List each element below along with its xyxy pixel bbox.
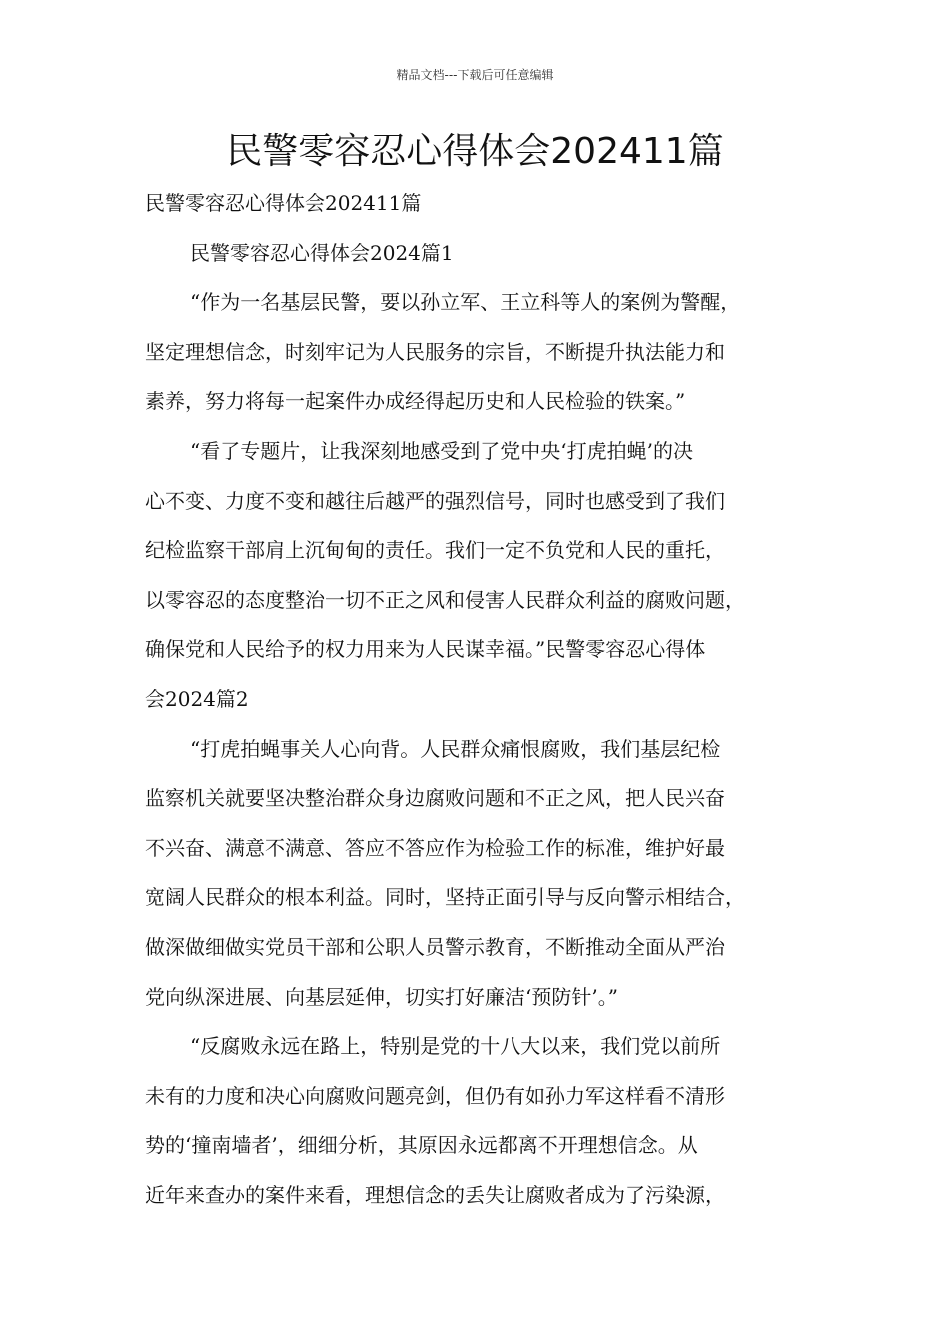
text-line: “作为一名基层民警，要以孙立军、王立科等人的案例为警醒， <box>190 290 741 315</box>
text-line: 做深做细做实党员干部和公职人员警示教育，不断推动全面从严治 <box>145 934 725 959</box>
text-line: 会2024篇2 <box>145 686 249 711</box>
text-line: 素养，努力将每一起案件办成经得起历史和人民检验的铁案。” <box>145 389 686 414</box>
text-line: 以零容忍的态度整治一切不正之风和侵害人民群众利益的腐败问题， <box>145 587 745 612</box>
text-line: 坚定理想信念，时刻牢记为人民服务的宗旨，不断提升执法能力和 <box>145 339 725 364</box>
text-line: 监察机关就要坚决整治群众身边腐败问题和不正之风，把人民兴奋 <box>145 786 725 811</box>
text-line: 心不变、力度不变和越往后越严的强烈信号，同时也感受到了我们 <box>145 488 725 513</box>
document-title: 民警零容忍心得体会202411篇 <box>226 131 724 172</box>
text-line: 宽阔人民群众的根本利益。同时，坚持正面引导与反向警示相结合， <box>145 885 745 910</box>
text-line: 民警零容忍心得体会202411篇 <box>145 191 422 215</box>
document-body <box>145 179 835 1220</box>
text-line: 近年来查办的案件来看，理想信念的丢失让腐败者成为了污染源， <box>145 1182 725 1207</box>
text-line: “打虎拍蝇事关人心向背。人民群众痛恨腐败，我们基层纪检 <box>190 736 721 761</box>
text-line: 确保党和人民给予的权力用来为人民谋幸福。”民警零容忍心得体 <box>145 637 706 662</box>
text-line: “看了专题片，让我深刻地感受到了党中央‘打虎拍蝇’的决 <box>190 438 693 463</box>
text-line: 不兴奋、满意不满意、答应不答应作为检验工作的标准，维护好最 <box>145 835 725 860</box>
text-line: 党向纵深进展、向基层延伸，切实打好廉洁‘预防针’。” <box>145 984 618 1009</box>
text-line: 民警零容忍心得体会2024篇1 <box>190 240 454 265</box>
text-line: “反腐败永远在路上，特别是党的十八大以来，我们党以前所 <box>190 1034 721 1059</box>
text-line: 纪检监察干部肩上沉甸甸的责任。我们一定不负党和人民的重托， <box>145 538 725 563</box>
text-line: 未有的力度和决心向腐败问题亮剑，但仍有如孙力军这样看不清形 <box>145 1083 725 1108</box>
text-line: 势的‘撞南墙者’，细细分析，其原因永远都离不开理想信念。从 <box>145 1133 698 1158</box>
header-note: 精品文档---下载后可任意编辑 <box>396 68 554 82</box>
